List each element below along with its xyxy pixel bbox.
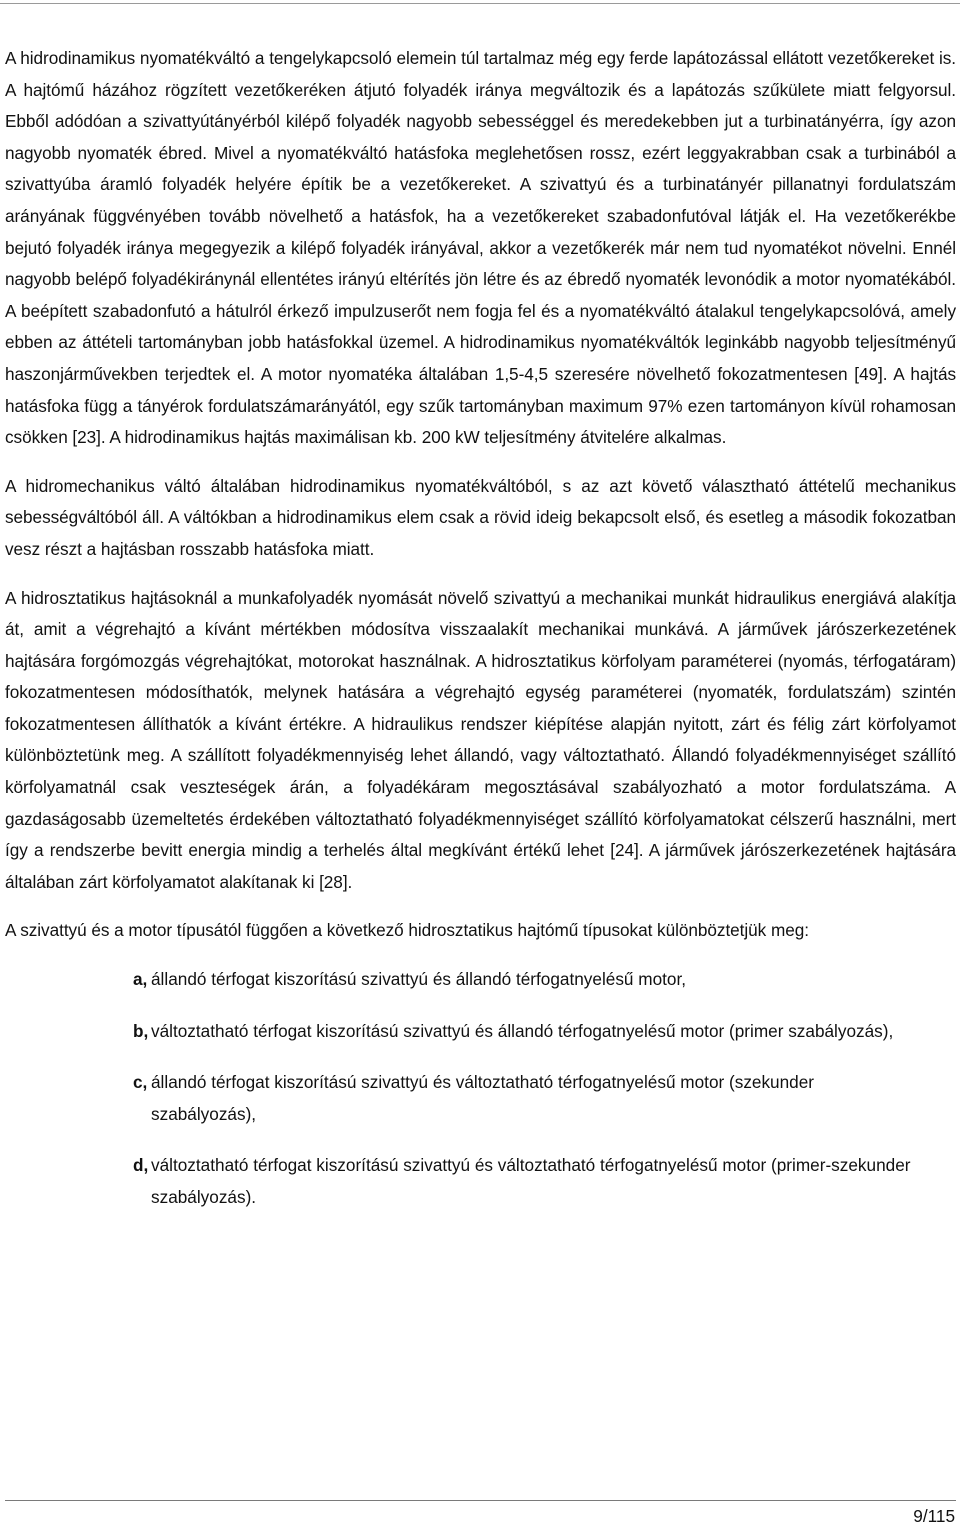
page-body <box>5 43 956 1234</box>
paragraph-hydromechanical-transmission: A hidromechanikus váltó általában hidrodinamikus nyomatékváltóból, s az azt követő választható áttételű mechanikus sebességváltóból áll. A váltókban a hidrodinamikus elem csak a rövid ideig bekapcsolt első, és esetleg a második fokozatban vesz részt a hajtásban rosszabb hatásfoka miatt. <box>5 475 956 559</box>
list-marker: a, <box>133 969 148 990</box>
header-rule <box>0 3 960 4</box>
list-marker: c, <box>133 1072 148 1093</box>
list-item-text: állandó térfogat kiszorítású szivattyú és változtatható térfogatnyelésű motor (szekunder szabályozás), <box>151 1072 815 1124</box>
list-item <box>133 1016 911 1048</box>
footer-rule <box>5 1500 956 1501</box>
list-item-text: állandó térfogat kiszorítású szivattyú és állandó térfogatnyelésű motor, <box>151 969 687 990</box>
list-item <box>133 1150 911 1213</box>
paragraph-hydrodynamic-torque-converter: A hidrodinamikus nyomatékváltó a tengelykapcsoló elemein túl tartalmaz még egy ferde lapátozással ellátott vezetőkereket is. A hajtómű házához rögzített vezetőkeréken átjutó folyadék iránya megváltozik és a lapátozás szűkülete miatt felgyorsul. Ebből adódóan a szivattyútányérból kilépő folyadék nagyobb sebességgel és meredekebben jut a turbinatányérra, így azon nagyobb nyomaték ébred. Mivel a nyomatékváltó hatásfoka meglehetősen rossz, ezért leggyakrabban csak a turbinából a szivattyúba áramló folyadék helyére építik be a vezetőkereket. A szivattyú és a turbinatányér pillanatnyi fordulatszám arányának függvényében tovább növelhető a hatásfok, ha a vezetőkereket szabadonfutóval látják el. Ha vezetőkerékbe bejutó folyadék iránya megegyezik a kilépő folyadék irányával, akkor a vezetőkerék már nem tud nyomatékot növelni. Ennél nagyobb belépő folyadékiránynál ellentétes irányú eltérítés jön létre és az ébredő nyomaték levonódik a motor nyomatékából. A beépített szabadonfutó a hátulról érkező impulzuserőt nem fogja fel és a nyomatékváltó átalakul tengelykapcsolóvá, amely ebben az áttételi tartományban jobb hatásfokkal üzemel. A hidrodinamikus nyomatékváltók leginkább nagyobb teljesítményű haszonjárművekben terjedtek el. A motor nyomatéka általában 1,5-4,5 szeresére növelhető fokozatmentesen [49]. A hajtás hatásfoka függ a tányérok fordulatszámarányától, egy szűk tartományban maximum 97% ezen tartományon kívül rohamosan csökken [23]. A hidrodinamikus hajtás maximálisan kb. 200 kW teljesítmény átvitelére alkalmas. <box>5 48 956 448</box>
drive-types-list <box>5 964 956 1214</box>
paragraph-drive-types-intro: A szivattyú és a motor típusától függően a következő hidrosztatikus hajtómű típusokat különböztetjük meg: <box>5 920 809 941</box>
list-marker: b, <box>133 1020 149 1041</box>
list-item-text: változtatható térfogat kiszorítású szivattyú és változtatható térfogatnyelésű motor (primer-szekunder szabályozás). <box>151 1155 911 1207</box>
paragraph-hydrostatic-drives: A hidrosztatikus hajtásoknál a munkafolyadék nyomását növelő szivattyú a mechanikai munkát hidraulikus energiává alakítja át, amit a végrehajtó a kívánt mértékben módosítva visszaalakít mechanikai munkává. A járművek járószerkezetének hajtására forgómozgás végrehajtókat, motorokat használnak. A hidrosztatikus körfolyam paraméterei (nyomás, térfogatáram) fokozatmentesen módosíthatók, melynek hatására a végrehajtó egység paraméterei (nyomaték, fordulatszám) szintén fokozatmentesen állíthatók a kívánt értékre. A hidraulikus rendszer kiépítése alapján nyitott, zárt és félig zárt körfolyamot különböztetünk meg. A szállított folyadékmennyiség lehet állandó, vagy változtatható. Állandó folyadékmennyiséget szállító körfolyamatnál csak veszteségek árán, a folyadékáram megosztásával szabályozható a motor fordulatszáma. A gazdaságosabb üzemeltetés érdekében változtatható folyadékmennyiséget szállító körfolyamatokat célszerű használni, mert így a rendszerbe bevitt energia mindig a terhelés által megkívánt értékű lehet [24]. A járművek járószerkezetének hajtására általában zárt körfolyamatot alakítanak ki [28]. <box>5 587 956 892</box>
page-number: 9/115 <box>913 1506 955 1526</box>
list-item <box>133 964 911 996</box>
list-item <box>133 1067 911 1130</box>
list-marker: d, <box>133 1155 149 1176</box>
list-item-text: változtatható térfogat kiszorítású szivattyú és állandó térfogatnyelésű motor (primer szabályozás), <box>151 1020 894 1041</box>
